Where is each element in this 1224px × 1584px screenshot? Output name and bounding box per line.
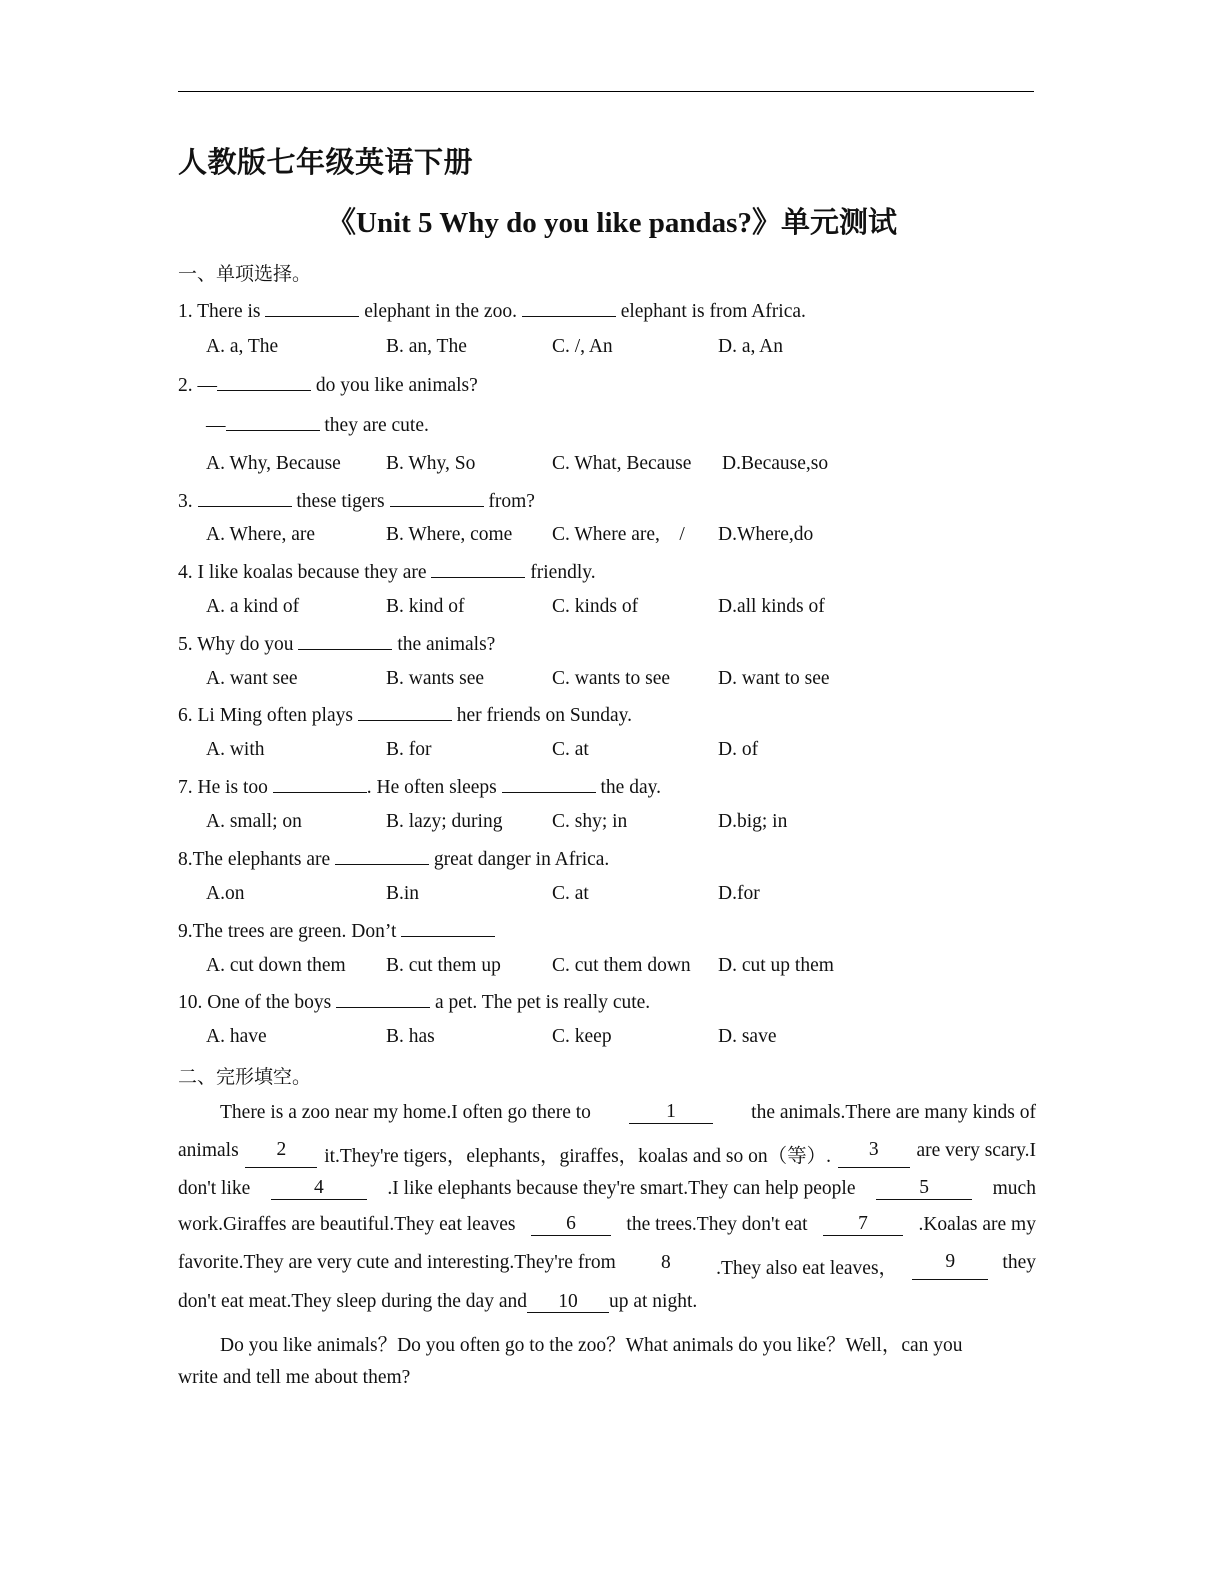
question-1 xyxy=(178,299,806,323)
q2-option-b: B. Why, So xyxy=(386,453,476,474)
cloze-l3-c: much xyxy=(992,1178,1036,1199)
q3-text-c: from? xyxy=(483,491,535,512)
cloze-l4-c: .Koalas are my xyxy=(918,1214,1036,1235)
q2-blank-2 xyxy=(226,413,320,431)
q3-option-c: C. Where are, / xyxy=(552,524,685,545)
cloze-p2-line-1 xyxy=(220,1329,1036,1357)
cloze-l3-a: don't like xyxy=(178,1178,251,1199)
unit-title-cn: 单元测试 xyxy=(780,205,897,239)
question-7 xyxy=(178,775,661,799)
cloze-line-6 xyxy=(178,1291,697,1313)
cloze-blank-4: 4 xyxy=(271,1178,367,1200)
q6-blank-1 xyxy=(358,703,452,721)
q1-blank-1 xyxy=(265,299,359,317)
q1-text-b: elephant in the zoo. xyxy=(359,301,522,322)
q8-blank-1 xyxy=(335,847,429,865)
q9-option-c: C. cut them down xyxy=(552,955,691,976)
q7-option-c: C. shy; in xyxy=(552,811,628,832)
q7-blank-1 xyxy=(273,775,367,793)
q1-option-d: D. a, An xyxy=(718,336,783,357)
section2-heading: 二、完形填空。 xyxy=(178,1066,312,1088)
cloze-line-4 xyxy=(178,1214,1036,1236)
q8-option-b: B.in xyxy=(386,883,420,904)
q7-option-a: A. small; on xyxy=(206,811,302,832)
q10-text-b: a pet. The pet is really cute. xyxy=(430,992,651,1013)
q4-blank-1 xyxy=(431,560,525,578)
q10-option-c: C. keep xyxy=(552,1026,612,1047)
q5-text-a: 5. Why do you xyxy=(178,634,299,655)
cloze-l1-a: There is a zoo near my home.I often go there to xyxy=(220,1102,591,1123)
q7-option-d: D.big; in xyxy=(718,811,788,832)
cloze-blank-5: 5 xyxy=(876,1178,972,1200)
q2-option-c: C. What, Because xyxy=(552,453,692,474)
question-10 xyxy=(178,990,650,1014)
q9-option-d: D. cut up them xyxy=(718,955,834,976)
q9-option-a: A. cut down them xyxy=(206,955,346,976)
question-9 xyxy=(178,919,495,943)
q5-blank-1 xyxy=(298,632,392,650)
q2-sub-end: they are cute. xyxy=(319,415,429,436)
cloze-line-5 xyxy=(178,1252,1036,1280)
q5-text-b: the animals? xyxy=(392,634,496,655)
cloze-l6-a: don't eat meat.They sleep during the day and xyxy=(178,1291,527,1312)
q3-option-d: D.Where,do xyxy=(718,524,814,545)
q8-option-a: A.on xyxy=(206,883,245,904)
document-title: 人教版七年级英语下册 xyxy=(178,145,474,179)
question-8 xyxy=(178,847,609,871)
q6-option-b: B. for xyxy=(386,739,432,760)
cloze-l2-b: it.They're tigers，elephants，giraffes，koalas and so on（等）. xyxy=(324,1146,831,1167)
header-rule xyxy=(178,91,1034,92)
cloze-p2-l1: Do you like animals？Do you often go to the zoo？What animals do you like？Well，can you xyxy=(220,1335,963,1356)
cloze-l4-b: the trees.They don't eat xyxy=(626,1214,808,1235)
q2-option-d: D.Because,so xyxy=(722,453,829,474)
q7-text-a: 7. He is too xyxy=(178,777,273,798)
question-4 xyxy=(178,560,596,584)
cloze-blank-9: 9 xyxy=(912,1252,988,1280)
question-2 xyxy=(178,373,478,397)
q7-text-b: . He often sleeps xyxy=(366,777,502,798)
q5-option-c: C. wants to see xyxy=(552,668,671,689)
q3-blank-2 xyxy=(390,489,484,507)
section1-heading: 一、单项选择。 xyxy=(178,263,312,285)
q1-text-c: elephant is from Africa. xyxy=(615,301,806,322)
q5-option-d: D. want to see xyxy=(718,668,830,689)
cloze-blank-8: 8 xyxy=(661,1252,671,1273)
q4-option-d: D.all kinds of xyxy=(718,596,825,617)
unit-title xyxy=(0,200,1224,241)
question-6 xyxy=(178,703,632,727)
cloze-l1-b: the animals.There are many kinds of xyxy=(751,1102,1036,1123)
question-5 xyxy=(178,632,495,656)
q6-text-a: 6. Li Ming often plays xyxy=(178,705,358,726)
q1-option-c: C. /, An xyxy=(552,336,613,357)
cloze-blank-6: 6 xyxy=(531,1214,611,1236)
q1-text-a: 1. There is xyxy=(178,301,266,322)
q1-option-b: B. an, The xyxy=(386,336,467,357)
q4-option-b: B. kind of xyxy=(386,596,465,617)
cloze-l2-c: are very scary.I xyxy=(916,1140,1036,1161)
cloze-blank-1: 1 xyxy=(629,1102,713,1124)
cloze-blank-3: 3 xyxy=(838,1140,910,1168)
q5-option-b: B. wants see xyxy=(386,668,485,689)
cloze-l5-a: favorite.They are very cute and interesting.They're from xyxy=(178,1252,616,1273)
q9-text-a: 9.The trees are green. Don’t xyxy=(178,921,402,942)
q1-blank-2 xyxy=(522,299,616,317)
cloze-blank-10: 10 xyxy=(527,1292,609,1313)
q3-option-b: B. Where, come xyxy=(386,524,513,545)
q10-option-d: D. save xyxy=(718,1026,777,1047)
question-2-answer xyxy=(206,413,429,437)
q10-blank-1 xyxy=(336,990,430,1008)
q6-option-d: D. of xyxy=(718,739,759,760)
unit-title-en: 《Unit 5 Why do you like pandas?》 xyxy=(327,207,781,239)
q10-text-a: 10. One of the boys xyxy=(178,992,337,1013)
q8-text-a: 8.The elephants are xyxy=(178,849,336,870)
q1-option-a: A. a, The xyxy=(206,336,279,357)
q3-text-b: these tigers xyxy=(291,491,390,512)
cloze-blank-2: 2 xyxy=(245,1140,317,1168)
question-3 xyxy=(178,489,535,513)
q6-option-c: C. at xyxy=(552,739,589,760)
q7-blank-2 xyxy=(502,775,596,793)
q9-blank-1 xyxy=(401,919,495,937)
cloze-line-1 xyxy=(220,1102,1036,1124)
cloze-p2-l2: write and tell me about them? xyxy=(178,1367,411,1388)
q6-option-a: A. with xyxy=(206,739,265,760)
cloze-blank-7: 7 xyxy=(823,1214,903,1236)
q2-option-a: A. Why, Because xyxy=(206,453,341,474)
cloze-l3-b: .I like elephants because they're smart.They can help people xyxy=(387,1178,856,1199)
cloze-l6-b: up at night. xyxy=(608,1291,698,1312)
q2-text-b: do you like animals? xyxy=(311,375,478,396)
q5-option-a: A. want see xyxy=(206,668,298,689)
q4-text-b: friendly. xyxy=(525,562,596,583)
cloze-p2-line-2 xyxy=(178,1367,410,1389)
cloze-l5-b: .They also eat leaves， xyxy=(716,1258,899,1279)
q2-blank-1 xyxy=(217,373,311,391)
q3-blank-1 xyxy=(198,489,292,507)
q3-text-a: 3. xyxy=(178,491,198,512)
q2-text-a: 2. — xyxy=(178,375,217,396)
q4-option-a: A. a kind of xyxy=(206,596,300,617)
q8-option-d: D.for xyxy=(718,883,760,904)
q2-sub-pre: — xyxy=(206,415,226,436)
cloze-l4-a: work.Giraffes are beautiful.They eat leaves xyxy=(178,1214,516,1235)
q10-option-a: A. have xyxy=(206,1026,267,1047)
cloze-l5-c: they xyxy=(1002,1252,1036,1273)
q7-text-c: the day. xyxy=(595,777,661,798)
q10-option-b: B. has xyxy=(386,1026,435,1047)
cloze-line-2 xyxy=(178,1140,1036,1168)
q8-option-c: C. at xyxy=(552,883,589,904)
cloze-line-3 xyxy=(178,1178,1036,1200)
q4-text-a: 4. I like koalas because they are xyxy=(178,562,432,583)
q8-text-b: great danger in Africa. xyxy=(429,849,610,870)
q3-option-a: A. Where, are xyxy=(206,524,315,545)
q6-text-b: her friends on Sunday. xyxy=(451,705,632,726)
q4-option-c: C. kinds of xyxy=(552,596,639,617)
q9-option-b: B. cut them up xyxy=(386,955,501,976)
q7-option-b: B. lazy; during xyxy=(386,811,503,832)
cloze-l2-a: animals xyxy=(178,1140,239,1161)
